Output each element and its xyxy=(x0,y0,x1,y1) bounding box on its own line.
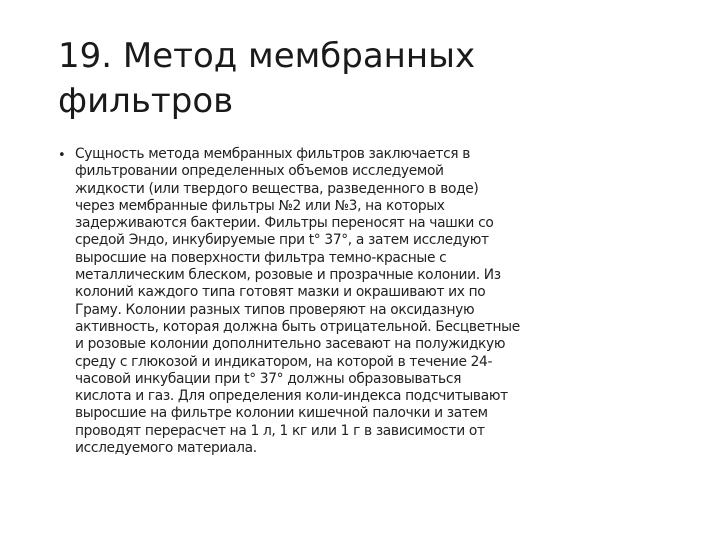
body-line: колоний каждого типа готовят мазки и окрашивают их по xyxy=(75,284,486,301)
body-line: выросшие на поверхности фильтра темно-красные с xyxy=(75,249,447,266)
body-line: средой Эндо, инкубируемые при t° 37°, а затем исследуют xyxy=(75,232,489,249)
body-line: активность, которая должна быть отрицательной. Бесцветные xyxy=(75,318,520,335)
title-line-1: 19. Метод мембранных xyxy=(58,36,476,76)
body-paragraph xyxy=(75,146,698,457)
slide-body xyxy=(58,146,698,457)
body-line: жидкости (или твердого вещества, разведенного в воде) xyxy=(75,180,479,197)
body-line: задерживаются бактерии. Фильтры переносят на чашки со xyxy=(75,215,494,232)
body-line: металлическим блеском, розовые и прозрачные колонии. Из xyxy=(75,267,501,284)
body-line: через мембранные фильтры №2 или №3, на которых xyxy=(75,197,445,214)
body-line: Сущность метода мембранных фильтров заключается в xyxy=(75,146,471,162)
body-line: Граму. Колонии разных типов проверяют на оксидазную xyxy=(75,301,475,318)
slide-title xyxy=(58,34,678,124)
body-line: фильтровании определенных объемов исследуемой xyxy=(75,163,444,180)
title-line-2: фильтров xyxy=(58,81,234,121)
body-line: выросшие на фильтре колонии кишечной палочки и затем xyxy=(75,405,488,422)
body-line: проводят перерасчет на 1 л, 1 кг или 1 г в зависимости от xyxy=(75,422,485,439)
body-line: часовой инкубации при t° 37° должны образовываться xyxy=(75,370,462,387)
bullet-marker: • xyxy=(58,148,66,163)
body-line: среду с глюкозой и индикатором, на которой в течение 24- xyxy=(75,353,493,370)
body-line: исследуемого материала. xyxy=(75,440,257,457)
body-line: кислота и газ. Для определения коли-индекса подсчитывают xyxy=(75,388,508,405)
body-line: и розовые колонии дополнительно засевают на полужидкую xyxy=(75,336,506,353)
